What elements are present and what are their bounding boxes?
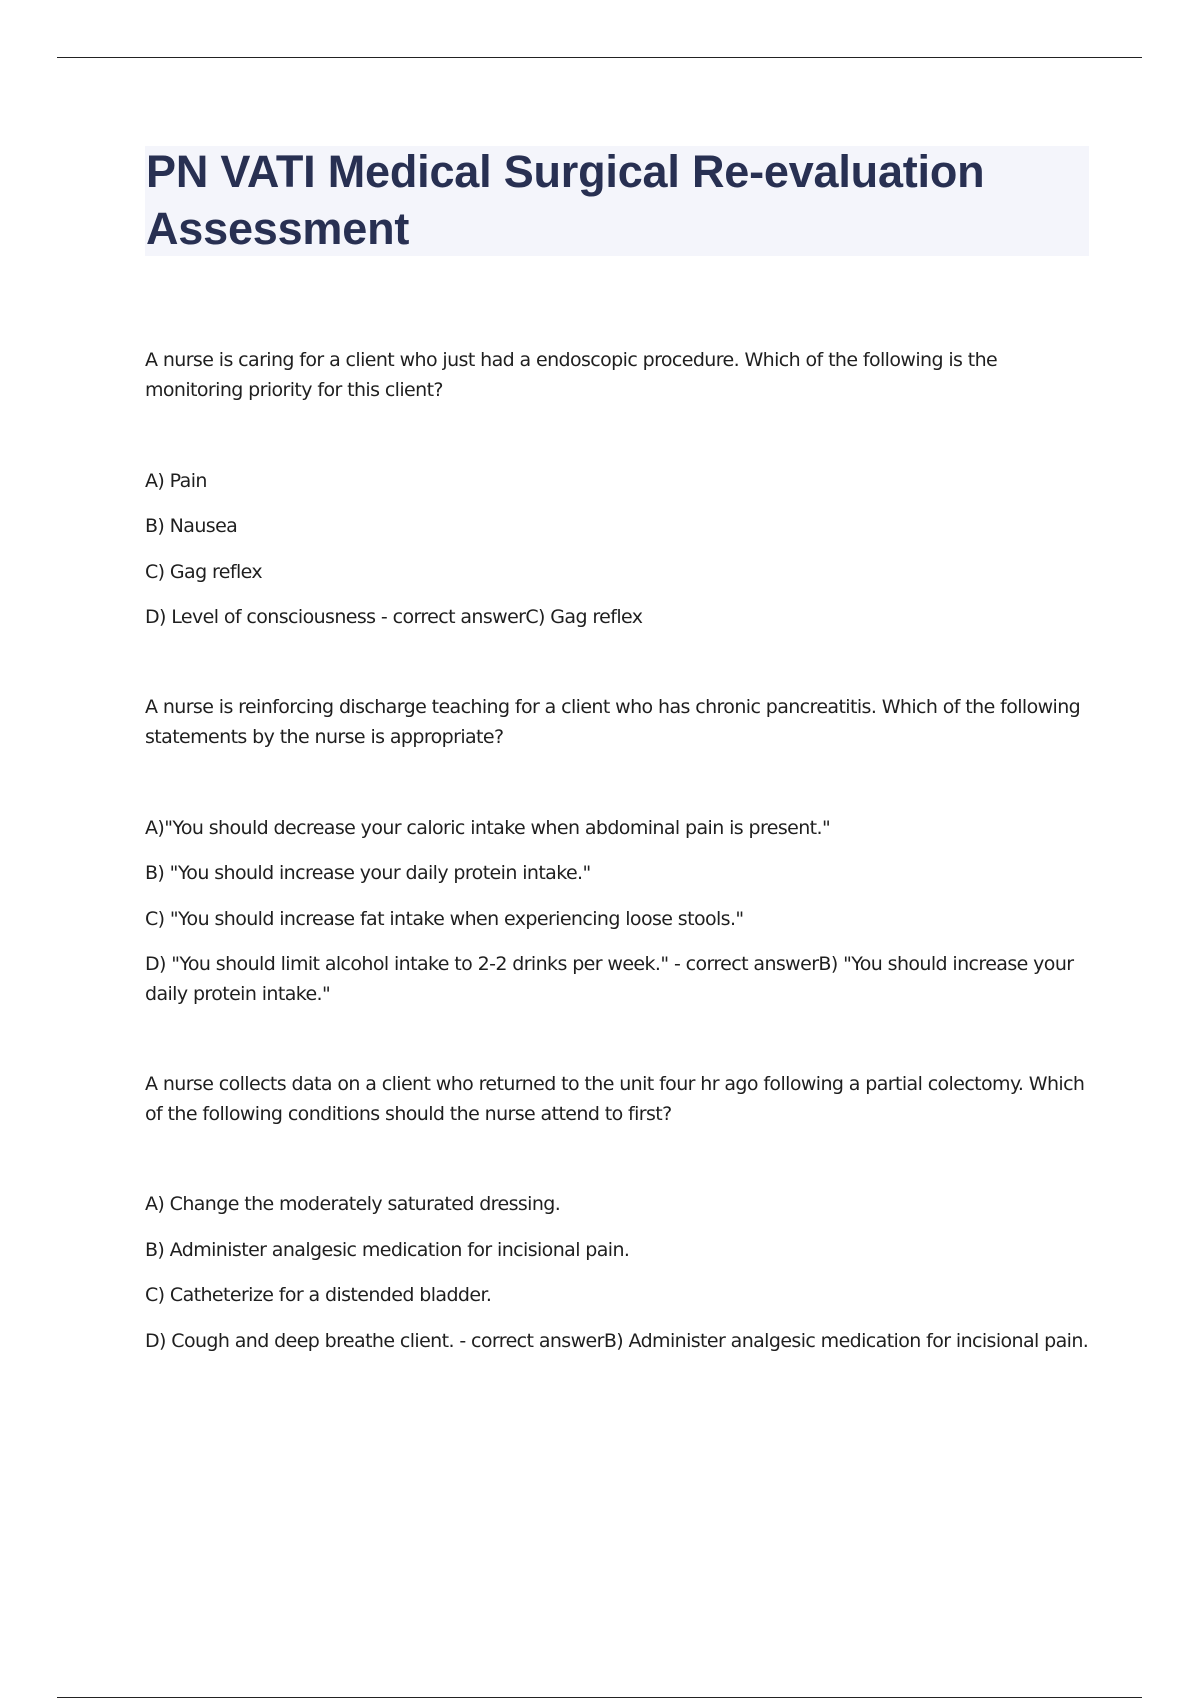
top-rule xyxy=(57,57,1142,58)
question-1-option-a: A) Pain xyxy=(145,470,207,492)
question-3-option-a: A) Change the moderately saturated dressing. xyxy=(145,1193,561,1215)
question-1-option-b: B) Nausea xyxy=(145,515,238,537)
question-2-option-a: A)"You should decrease your caloric intake when abdominal pain is present." xyxy=(145,817,831,839)
question-1-option-d: D) Level of consciousness - correct answerC) Gag reflex xyxy=(145,606,643,628)
document-title: PN VATI Medical Surgical Re-evaluation Assessment xyxy=(146,146,985,254)
bottom-rule xyxy=(57,1697,1142,1698)
question-2-option-c: C) "You should increase fat intake when experiencing loose stools." xyxy=(145,908,744,930)
question-2-option-d: D) "You should limit alcohol intake to 2-2 drinks per week." - correct answerB) "You should increase your daily protein intake." xyxy=(145,953,1074,1005)
question-3-option-c: C) Catheterize for a distended bladder. xyxy=(145,1284,492,1306)
question-2-option-b: B) "You should increase your daily protein intake." xyxy=(145,862,591,884)
question-3-option-d: D) Cough and deep breathe client. - correct answerB) Administer analgesic medication for incisional pain. xyxy=(145,1330,1089,1352)
question-3-option-b: B) Administer analgesic medication for incisional pain. xyxy=(145,1239,630,1261)
question-1-option-c: C) Gag reflex xyxy=(145,561,263,583)
question-stem-1: A nurse is caring for a client who just had a endoscopic procedure. Which of the following is the monitoring priority for this client? xyxy=(145,349,998,401)
question-stem-3: A nurse collects data on a client who returned to the unit four hr ago following a partial colectomy. Which of the following conditions should the nurse attend to first? xyxy=(145,1073,1085,1125)
question-stem-2: A nurse is reinforcing discharge teaching for a client who has chronic pancreatitis. Which of the following statements by the nurse is appropriate? xyxy=(145,696,1081,748)
